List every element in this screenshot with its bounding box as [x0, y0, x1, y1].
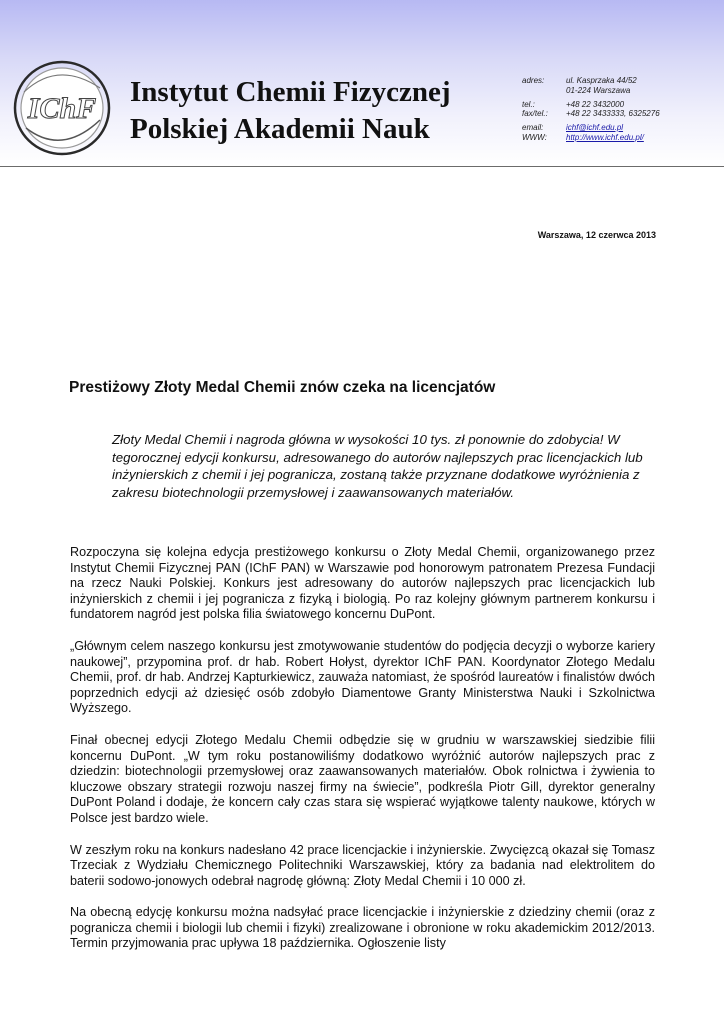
lead-paragraph: Złoty Medal Chemii i nagroda główna w wysokości 10 tys. zł ponownie do zdobycia! W tegorocznej edycji konkursu, adresowanego do autorów najlepszych prac licencjackich lub inżynierskich z chemii i jej pogranicza, zostaną także przyznane dodatkowe wyróżnienia z zakresu biotechnologii przemysłowej i zaawansowanych materiałów.: [112, 432, 643, 500]
body-paragraph: Na obecną edycję konkursu można nadsyłać prace licencjackie i inżynierskie z dziedziny chemii (oraz z pogranicza chemii i biologii lub chemii i fizyki) zrealizowane i obronione w roku akademickim 2012/2013. Termin przyjmowania prac upływa 18 października. Ogłoszenie listy: [70, 905, 655, 951]
ichf-logo: [12, 58, 112, 158]
document-date: Warszawa, 12 czerwca 2013: [537, 230, 656, 240]
website-link[interactable]: http://www.ichf.edu.pl/: [566, 132, 644, 142]
institute-name-line1: Instytut Chemii Fizycznej: [130, 76, 451, 108]
tel-value: +48 22 3432000: [566, 99, 625, 109]
letterhead: [0, 0, 724, 167]
body-paragraph: W zeszłym roku na konkurs nadesłano 42 prace licencjackie i inżynierskie. Zwycięzcą okazał się Tomasz Trzeciak z Wydziału Chemicznego Politechniki Warszawskiej, który za badania nad elektrolitem do baterii sodowo-jonowych odebrał nagrodę główną: Złoty Medal Chemii i 10 000 zł.: [70, 842, 655, 888]
fax-value: +48 22 3433333, 6325276: [566, 109, 660, 118]
institute-name-line2: Polskiej Akademii Nauk: [130, 113, 430, 145]
body-paragraph: Rozpoczyna się kolejna edycja prestiżowego konkursu o Złoty Medal Chemii, organizowanego przez Instytut Chemii Fizycznej PAN (IChF PAN) w Warszawie pod honorowym patronatem Prezesa Fundacji na rzecz Nauki Polskiej. Konkurs jest adresowany do autorów najlepszych prac licencjackich lub inżynierskich z chemii i jej pogranicza z fizyką i biologią. Po raz kolejny głównym partnerem konkursu i fundatorem nagród jest polska filia światowego koncernu DuPont.: [70, 545, 655, 622]
email-link[interactable]: ichf@ichf.edu.pl: [566, 123, 624, 132]
article-heading: Prestiżowy Złoty Medal Chemii znów czeka na licencjatów: [69, 379, 496, 396]
body-paragraph: Finał obecnej edycji Złotego Medalu Chemii odbędzie się w grudniu w warszawskiej siedzibie filii koncernu DuPont. „W tym roku postanowiliśmy dodatkowo wyróżnić autorów najlepszych prac z dziedzin: biotechnologii przemysłowej oraz zaawansowanych materiałów. Obok rolnictwa i żywienia to kluczowe obszary strategii rozwoju naszej firmy na świecie”, podkreśla Piotr Gill, dyrektor generalny DuPont Poland i dodaje, że koncern cały czas stara się wspierać wyjątkowe talenty naukowe, których w Polsce jest bardzo wiele.: [70, 732, 655, 825]
body-paragraph: „Głównym celem naszego konkursu jest zmotywowanie studentów do podjęcia decyzji o wyborze kariery naukowej”, przypomina prof. dr hab. Robert Hołyst, dyrektor IChF PAN. Koordynator Złotego Medalu Chemii, prof. dr hab. Andrzej Kapturkiewicz, zauważa natomiast, że spośród laureatów i finalistów dwóch poprzednich edycji aż dziesięć osób zdobyło Diamentowe Granty Ministerstwa Nauki i Szkolnictwa Wyższego.: [70, 638, 655, 716]
logo-text: IChF: [27, 92, 97, 125]
fax-label: fax/tel.:: [522, 109, 548, 118]
article-body: [70, 545, 655, 968]
contact-block: [522, 76, 718, 142]
address-label: adres:: [522, 76, 545, 85]
address-line1: ul. Kasprzaka 44/52: [566, 76, 637, 85]
www-label: WWW:: [522, 132, 547, 142]
tel-label: tel.:: [522, 99, 535, 109]
address-line2: 01-224 Warszawa: [566, 85, 631, 95]
email-label: email:: [522, 123, 544, 132]
institute-name: [130, 74, 500, 148]
